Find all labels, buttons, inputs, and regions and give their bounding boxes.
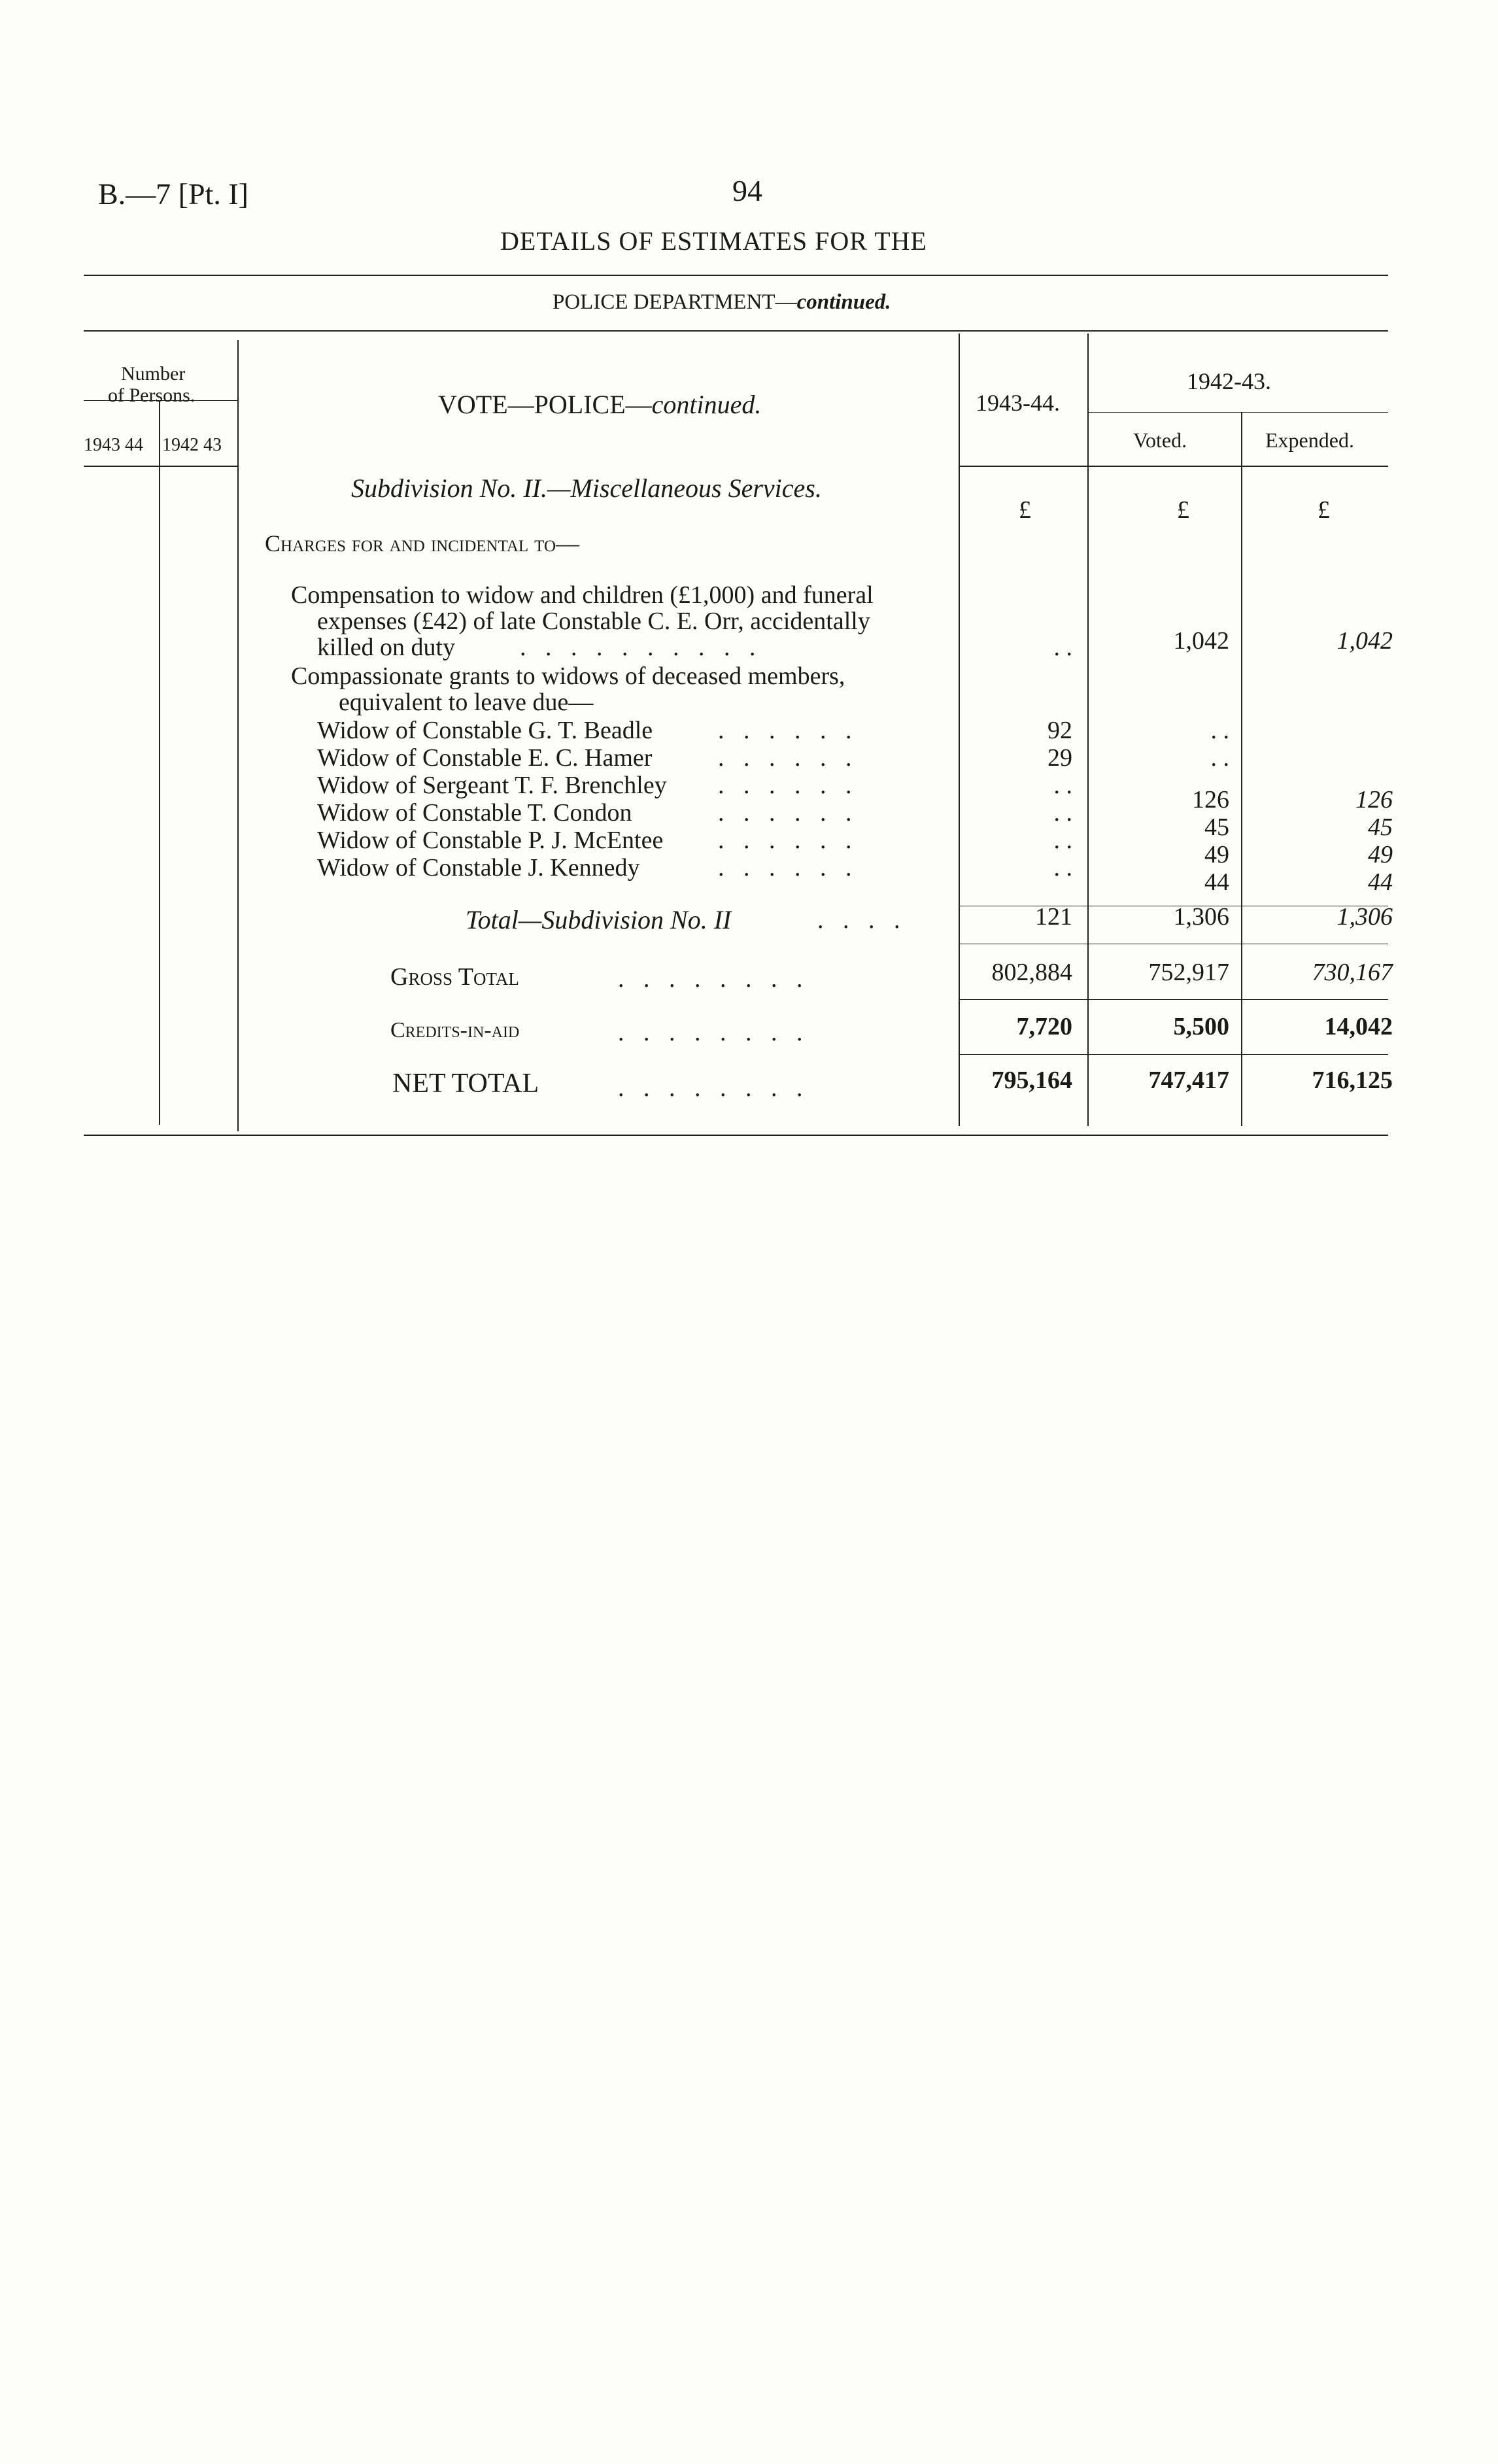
widow-1943-value: 92 bbox=[1047, 717, 1072, 744]
compensation-expended: 1,042 bbox=[1336, 627, 1393, 655]
credits-in-aid-expended: 14,042 bbox=[1324, 1013, 1393, 1040]
widow-voted-value: . . bbox=[1210, 744, 1229, 772]
gross-bottom-rule bbox=[959, 999, 1388, 1000]
vote-heading-main: VOTE—POLICE— bbox=[438, 390, 652, 419]
credits-bottom-rule bbox=[959, 1054, 1388, 1055]
currency-expended: £ bbox=[1318, 496, 1330, 524]
widow-name: Widow of Constable G. T. Beadle bbox=[317, 717, 653, 744]
widow-voted-value: 49 bbox=[1204, 841, 1229, 868]
widow-voted-value: . . bbox=[1210, 717, 1229, 744]
widow-name: Widow of Constable T. Condon bbox=[317, 799, 632, 827]
persons-split-divider bbox=[159, 400, 160, 1125]
compensation-1943: . . bbox=[1053, 634, 1072, 661]
persons-title-line1: Number bbox=[121, 363, 186, 385]
charges-heading: Charges for and incidental to— bbox=[265, 530, 580, 556]
credits-in-aid-voted: 5,500 bbox=[1173, 1013, 1229, 1040]
table-top-rule bbox=[84, 330, 1388, 332]
subtitle-main: POLICE DEPARTMENT— bbox=[553, 290, 797, 314]
net-total-voted: 747,417 bbox=[1148, 1067, 1229, 1094]
widow-name: Widow of Constable E. C. Hamer bbox=[317, 744, 653, 772]
col-1943-divider bbox=[959, 334, 960, 1126]
persons-col-1943: 1943 44 bbox=[84, 435, 143, 455]
widow-1943-value: . . bbox=[1053, 827, 1072, 854]
widow-leader-dots: . . . . . . bbox=[718, 854, 859, 881]
widow-expended-value: 126 bbox=[1355, 786, 1393, 813]
subtotal-expended: 1,306 bbox=[1336, 903, 1393, 931]
page-title: DETAILS OF ESTIMATES FOR THE bbox=[500, 226, 927, 256]
credits-in-aid-label: Credits-in-aid bbox=[390, 1018, 520, 1042]
widow-name: Widow of Constable J. Kennedy bbox=[317, 854, 640, 881]
widow-name: Widow of Sergeant T. F. Brenchley bbox=[317, 772, 667, 799]
compensation-line1: Compensation to widow and children (£1,000) and funeral bbox=[291, 581, 874, 609]
page-number: 94 bbox=[732, 174, 762, 207]
net-total-label: NET TOTAL bbox=[392, 1069, 539, 1099]
grants-line1: Compassionate grants to widows of deceased members, bbox=[291, 662, 845, 690]
gross-total-label: Gross Total bbox=[390, 963, 519, 991]
widow-leader-dots: . . . . . . bbox=[718, 799, 859, 827]
widow-1943-value: . . bbox=[1053, 799, 1072, 827]
col-expended-divider bbox=[1241, 412, 1242, 1126]
subtitle-continued: continued. bbox=[796, 290, 891, 314]
department-subtitle bbox=[553, 290, 891, 315]
widow-voted-value: 45 bbox=[1204, 813, 1229, 841]
widow-expended-value: 44 bbox=[1368, 868, 1393, 896]
persons-bottom-rule bbox=[84, 466, 237, 467]
col-voted-header: Voted. bbox=[1133, 428, 1187, 452]
widow-leader-dots: . . . . . . bbox=[718, 827, 859, 854]
widow-1943-value: . . bbox=[1053, 772, 1072, 799]
grants-line2: equivalent to leave due— bbox=[339, 689, 594, 716]
gross-leader-dots: . . . . . . . . bbox=[618, 965, 809, 993]
widow-expended-value: 45 bbox=[1368, 813, 1393, 841]
net-leader-dots: . . . . . . . . bbox=[618, 1074, 809, 1102]
currency-voted: £ bbox=[1177, 496, 1189, 524]
credits-in-aid-1943: 7,720 bbox=[1016, 1013, 1072, 1040]
widow-leader-dots: . . . . . . bbox=[718, 772, 859, 799]
net-total-expended: 716,125 bbox=[1312, 1067, 1393, 1094]
compensation-voted: 1,042 bbox=[1173, 627, 1229, 655]
net-total-1943: 795,164 bbox=[991, 1067, 1072, 1094]
currency-1943: £ bbox=[1019, 496, 1031, 524]
subtotal-leader-dots: . . . . bbox=[817, 906, 907, 934]
credits-leader-dots: . . . . . . . . bbox=[618, 1019, 809, 1046]
gross-total-voted: 752,917 bbox=[1148, 959, 1229, 986]
compensation-line2: expenses (£42) of late Constable C. E. Orr, accidentally bbox=[317, 607, 870, 635]
vote-heading bbox=[438, 389, 761, 420]
widow-1943-value: 29 bbox=[1047, 744, 1072, 772]
compensation-line3: killed on duty bbox=[317, 634, 456, 661]
persons-col-1942: 1942 43 bbox=[162, 435, 222, 455]
gross-total-expended: 730,167 bbox=[1312, 959, 1393, 986]
document-reference: B.—7 [Pt. I] bbox=[98, 177, 248, 211]
col-expended-header: Expended. bbox=[1265, 428, 1354, 452]
widow-voted-value: 44 bbox=[1204, 868, 1229, 896]
widow-leader-dots: . . . . . . bbox=[718, 744, 859, 772]
subtotal-label: Total—Subdivision No. II bbox=[466, 905, 732, 934]
compensation-leader-dots: . . . . . . . . . . bbox=[520, 634, 762, 661]
col-1943-header: 1943-44. bbox=[976, 390, 1060, 416]
subdivision-heading: Subdivision No. II.—Miscellaneous Services. bbox=[351, 473, 822, 503]
col-voted-divider bbox=[1087, 334, 1089, 1126]
col-1942-header: 1942-43. bbox=[1187, 368, 1271, 394]
widow-name: Widow of Constable P. J. McEntee bbox=[317, 827, 664, 854]
widow-voted-value: 126 bbox=[1192, 786, 1229, 813]
amount-header-rule bbox=[959, 466, 1388, 467]
persons-title-line2: of Persons. bbox=[108, 385, 196, 406]
vote-heading-continued: continued. bbox=[651, 390, 762, 419]
widow-expended-value: 49 bbox=[1368, 841, 1393, 868]
subtotal-voted: 1,306 bbox=[1173, 903, 1229, 931]
gross-total-1943: 802,884 bbox=[991, 959, 1072, 986]
table-bottom-rule bbox=[84, 1135, 1388, 1136]
subtotal-1943: 121 bbox=[1035, 903, 1072, 931]
widow-1943-value: . . bbox=[1053, 854, 1072, 881]
voted-header-rule bbox=[1087, 412, 1388, 413]
persons-divider bbox=[237, 340, 239, 1131]
title-rule bbox=[84, 275, 1388, 276]
widow-leader-dots: . . . . . . bbox=[718, 717, 859, 744]
